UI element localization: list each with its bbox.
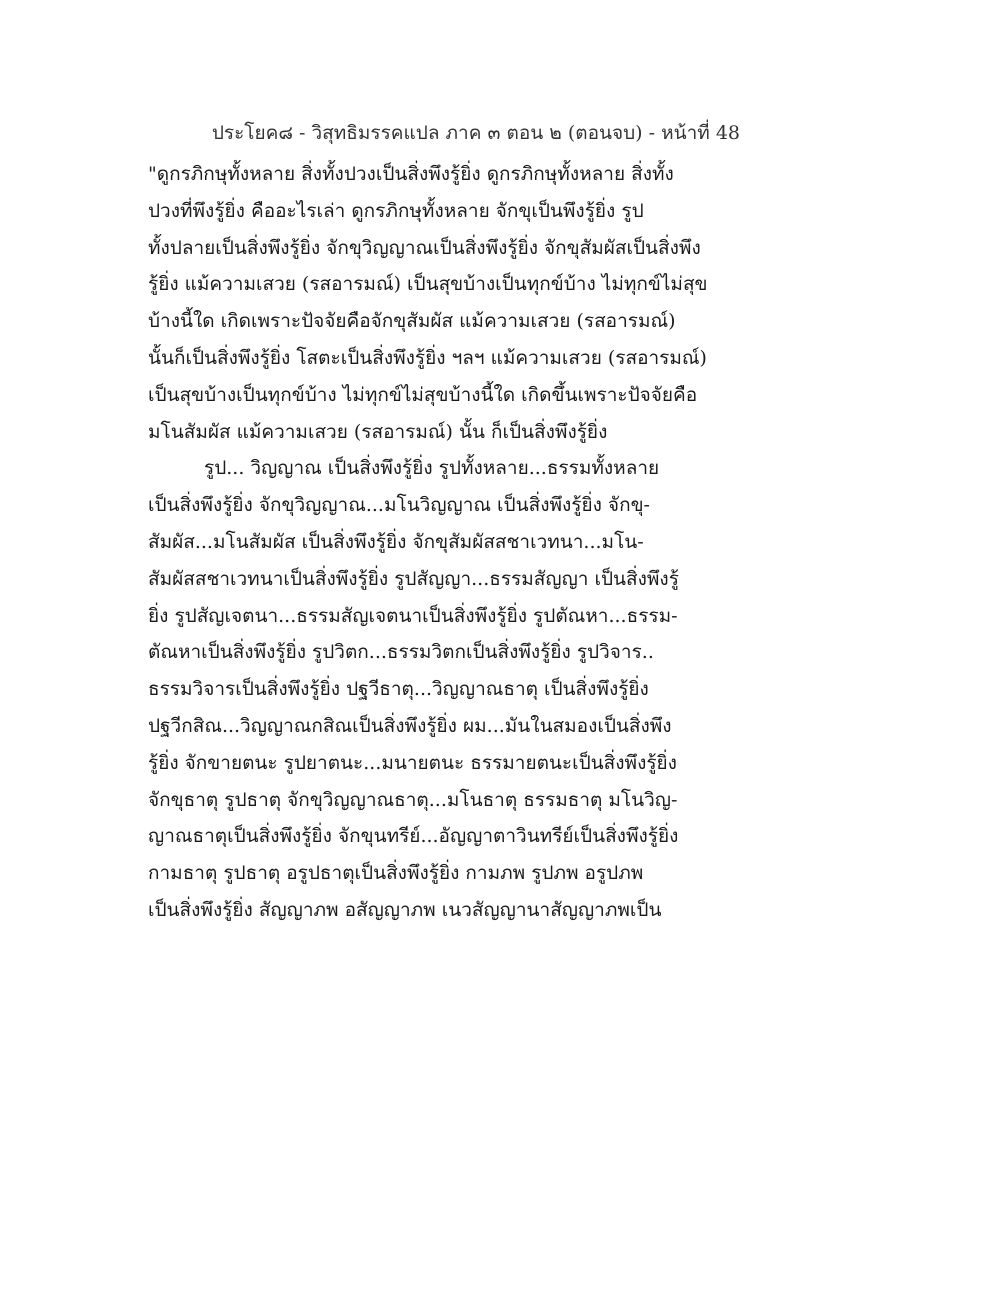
text-line: เป็นสิ่งพึงรู้ยิ่ง จักขุวิญญาณ...มโนวิญญาณ เป็นสิ่งพึงรู้ยิ่ง จักขุ- xyxy=(148,494,650,517)
text-line: เป็นสิ่งพึงรู้ยิ่ง สัญญาภพ อสัญญาภพ เนวสัญญานาสัญญาภพเป็น xyxy=(148,898,662,921)
paragraph-start-line: รูป... วิญญาณ เป็นสิ่งพึงรู้ยิ่ง รูปทั้งหลาย...ธรรมทั้งหลาย xyxy=(204,457,660,480)
text-line: ธรรมวิจารเป็นสิ่งพึงรู้ยิ่ง ปฐวีธาตุ...วิญญาณธาตุ เป็นสิ่งพึงรู้ยิ่ง xyxy=(148,678,649,701)
text-line: รู้ยิ่ง แม้ความเสวย (รสอารมณ์) เป็นสุขบ้างเป็นทุกข์บ้าง ไม่ทุกข์ไม่สุข xyxy=(148,273,708,296)
text-line: ทั้งปลายเป็นสิ่งพึงรู้ยิ่ง จักขุวิญญาณเป็นสิ่งพึงรู้ยิ่ง จักขุสัมผัสเป็นสิ่งพึง xyxy=(148,236,701,259)
text-line: มโนสัมผัส แม้ความเสวย (รสอารมณ์) นั้น ก็เป็นสิ่งพึงรู้ยิ่ง xyxy=(148,420,608,443)
text-line: ญาณธาตุเป็นสิ่งพึงรู้ยิ่ง จักขุนทรีย์...อัญญาตาวินทรีย์เป็นสิ่งพึงรู้ยิ่ง xyxy=(148,825,679,848)
text-line: กามธาตุ รูปธาตุ อรูปธาตุเป็นสิ่งพึงรู้ยิ่ง กามภพ รูปภพ อรูปภพ xyxy=(148,862,644,885)
text-line: ยิ่ง รูปสัญเจตนา...ธรรมสัญเจตนาเป็นสิ่งพึงรู้ยิ่ง รูปตัณหา...ธรรม- xyxy=(148,604,678,627)
text-line: สัมผัส...มโนสัมผัส เป็นสิ่งพึงรู้ยิ่ง จักขุสัมผัสสชาเวทนา...มโน- xyxy=(148,530,644,553)
text-line: รู้ยิ่ง จักขายตนะ รูปยาตนะ...มนายตนะ ธรรมายตนะเป็นสิ่งพึงรู้ยิ่ง xyxy=(148,751,677,774)
text-line: จักขุธาตุ รูปธาตุ จักขุวิญญาณธาตุ...มโนธาตุ ธรรมธาตุ มโนวิญ- xyxy=(148,788,678,811)
body-text xyxy=(148,156,758,929)
text-line: สัมผัสสชาเวทนาเป็นสิ่งพึงรู้ยิ่ง รูปสัญญา...ธรรมสัญญา เป็นสิ่งพึงรู้ xyxy=(148,567,679,590)
text-line: ปวงที่พึงรู้ยิ่ง คืออะไรเล่า ดูกรภิกษุทั้งหลาย จักขุเป็นพึงรู้ยิ่ง รูป xyxy=(148,199,644,222)
text-line: เป็นสุขบ้างเป็นทุกข์บ้าง ไม่ทุกข์ไม่สุขบ้างนี้ใด เกิดขึ้นเพราะปัจจัยคือ xyxy=(148,383,698,406)
text-line: "ดูกรภิกษุทั้งหลาย สิ่งทั้งปวงเป็นสิ่งพึงรู้ยิ่ง ดูกรภิกษุทั้งหลาย สิ่งทั้ง xyxy=(148,163,674,185)
running-header: ประโยค๘ - วิสุทธิมรรคแปล ภาค ๓ ตอน ๒ (ตอนจบ) - หน้าที่ 48 xyxy=(211,122,740,144)
text-line: บ้างนี้ใด เกิดเพราะปัจจัยคือจักขุสัมผัส แม้ความเสวย (รสอารมณ์) xyxy=(148,310,676,333)
text-line: ตัณหาเป็นสิ่งพึงรู้ยิ่ง รูปวิตก...ธรรมวิตกเป็นสิ่งพึงรู้ยิ่ง รูปวิจาร.. xyxy=(148,641,654,664)
text-line: ปฐวีกสิณ...วิญญาณกสิณเป็นสิ่งพึงรู้ยิ่ง ผม...มันในสมองเป็นสิ่งพึง xyxy=(148,714,672,737)
text-line: นั้นก็เป็นสิ่งพึงรู้ยิ่ง โสตะเป็นสิ่งพึงรู้ยิ่ง ฯลฯ แม้ความเสวย (รสอารมณ์) xyxy=(148,346,707,369)
